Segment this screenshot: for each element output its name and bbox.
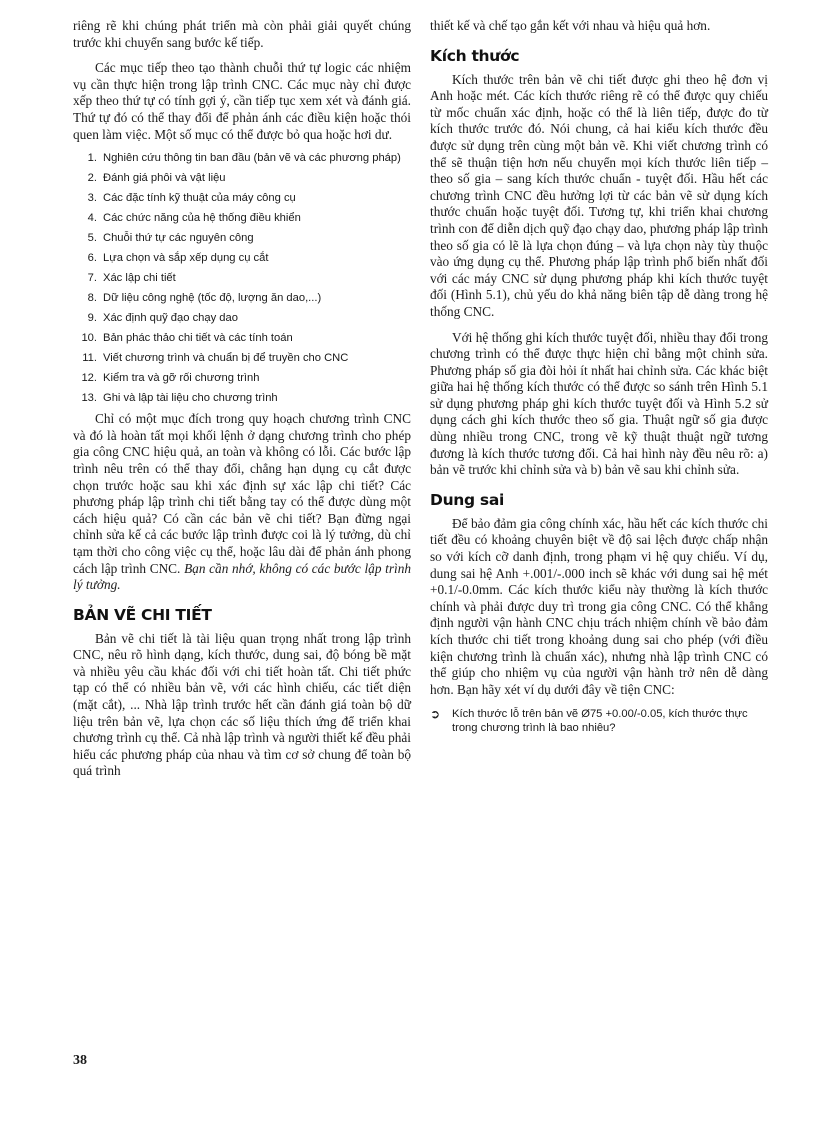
list-item-text: Xác lập chi tiết <box>103 272 176 285</box>
emphasis-text: Bạn cần nhớ, không có các bước lập trình lý tưởng. <box>73 560 411 593</box>
paragraph: Với hệ thống ghi kích thước tuyệt đối, nhiều thay đổi trong chương trình có thể được thực hiện chỉ bằng một chỉnh sửa. Phương pháp số gia đòi hỏi ít nhất hai chỉnh sửa. Các khác biệt giữa hai hệ thống kích thước có thể được so sánh trên Hình 5.1 sử dụng phương pháp ghi kích thước tuyệt đối và Hình 5.2 sử dụng cách ghi kích thước theo số gia. Thuật ngữ số gia được dùng nhiều trong CNC, trong vẽ kỹ thuật thuật ngữ tương đương là kích thước tương đối. Cả hai hình này đều nêu rõ: a) bản vẽ trước khi chỉnh sửa và b) bản vẽ sau khi chỉnh sửa. <box>430 329 768 478</box>
list-item-number: 3. <box>87 192 97 205</box>
list-item-number: 13. <box>81 392 97 405</box>
list-item-text: Lựa chọn và sắp xếp dụng cụ cắt <box>103 252 269 265</box>
list-item <box>73 231 411 245</box>
list-item-text: Xác định quỹ đạo chạy dao <box>103 312 238 325</box>
bullet-item <box>430 707 768 735</box>
right-column <box>430 18 768 735</box>
paragraph: Bản vẽ chi tiết là tài liệu quan trọng nhất trong lập trình CNC, nêu rõ hình dạng, kích thước, dung sai, độ bóng bề mặt và nhiều yêu cầu khác đối với chi tiết hoàn tất. Chi tiết phức tạp có thể có nhiều bản vẽ, với các hình chiếu, các tiết diện (mặt cắt), ... Nhà lập trình trước hết cần đánh giá toàn bộ dữ liệu trên bản vẽ, lựa chọn các số liệu thích ứng để triển khai chương trình cụ thể. Cả nhà lập trình và người thiết kế đều phải hiểu các phương pháp của nhau và tìm cơ sở chung để toàn bộ quá trình <box>73 630 411 779</box>
section-heading: Dung sai <box>430 490 505 509</box>
programming-steps-list <box>73 151 411 405</box>
list-item <box>73 391 411 405</box>
paragraph <box>73 411 411 594</box>
paragraph: Kích thước trên bản vẽ chi tiết được ghi theo hệ đơn vị Anh hoặc mét. Các kích thước riêng rẽ có thể được quy chiếu từ mốc chuẩn xác định, hoặc có thể là liên tiếp, được đo từ kích thước trước đó. Nói chung, cả hai kiểu kích thước đều được sử dụng trên cùng một bản vẽ. Khi viết chương trình có thể sẽ thuận tiện hơn nếu chuyển mọi kích thước liên tiếp – theo số gia – sang kích thước chuẩn - tuyệt đối. Hầu hết các chương trình CNC đều hưởng lợi từ các bản vẽ sử dụng kích thước chuẩn hoặc tuyệt đối. Tương tự, khi triển khai chương trình con để diễn dịch quỹ đạo chạy dao, phương pháp lập trình theo số gia có lẽ là lựa chọn đúng – và lựa chọn này tùy thuộc vào ứng dụng cụ thể. Phương pháp lập trình phổ biến nhất đối với các máy CNC sử dụng phương pháp khi kích thước tuyệt đối (Hình 5.1), chủ yếu do khả năng biên tập dễ dàng trong hệ thống CNC. <box>430 71 768 319</box>
list-item-text: Ghi và lập tài liệu cho chương trình <box>103 392 278 405</box>
list-item <box>73 371 411 385</box>
paragraph: riêng rẽ khi chúng phát triển mà còn phải giải quyết chúng trước khi chuyển sang bước kế tiếp. <box>73 18 411 50</box>
list-item-text: Các đặc tính kỹ thuật của máy công cụ <box>103 192 296 205</box>
list-item <box>73 331 411 345</box>
list-item <box>73 291 411 305</box>
list-item-number: 5. <box>87 232 97 245</box>
list-item-number: 2. <box>87 172 97 185</box>
list-item <box>73 171 411 185</box>
arrow-bullet-icon: ➲ <box>430 707 441 722</box>
list-item-number: 12. <box>81 372 97 385</box>
list-item <box>73 311 411 325</box>
left-column <box>73 18 411 780</box>
list-item-text: Bản phác thảo chi tiết và các tính toán <box>103 332 293 345</box>
list-item-text: Viết chương trình và chuẩn bị để truyền cho CNC <box>103 352 349 365</box>
paragraph: Các mục tiếp theo tạo thành chuỗi thứ tự logic các nhiệm vụ cần thực hiện trong lập trình CNC. Các mục này chỉ được xếp theo thứ tự có tính gợi ý, cần tiếp tục xem xét và đánh giá. Thứ tự đó có thể thay đổi để phản ánh các điều kiện hoặc thói quen làm việc. Một số mục có thể được bỏ qua hoặc hơi dư. <box>73 60 411 142</box>
list-item <box>73 251 411 265</box>
list-item <box>73 271 411 285</box>
list-item <box>73 151 411 165</box>
list-item-text: Dữ liệu công nghệ (tốc độ, lượng ăn dao,...) <box>103 292 322 305</box>
section-heading: Kích thước <box>430 46 520 65</box>
list-item <box>73 351 411 365</box>
list-item-text: Đánh giá phôi và vật liệu <box>103 172 226 185</box>
list-item-number: 6. <box>87 252 97 265</box>
page-number: 38 <box>73 1053 87 1068</box>
list-item-number: 1. <box>87 152 97 165</box>
list-item-number: 4. <box>87 212 97 225</box>
bullet-text: Kích thước lỗ trên bản vẽ Ø75 +0.00/-0.05, kích thước thực trong chương trình là bao nhiêu? <box>452 708 748 735</box>
paragraph: Để bảo đảm gia công chính xác, hầu hết các kích thước chi tiết đều có khoảng chuyên biệt về độ sai lệch được chấp nhận so với kích cỡ danh định, trong phạm vi hệ quy chiếu. Ví dụ, dung sai hệ Anh +.001/-.000 inch sẽ khác với dung sai hệ mét +0.1/-0.0mm. Các kích thước kiểu này thường là kích thước chính và phải được duy trì trong gia công CNC. Có thể khẳng định người vận hành CNC chịu trách nhiệm chính về bảo đảm kích thước chi tiết trong khoảng dung sai cho phép (với điều kiện chương trình là chuẩn xác), nhưng nhà lập trình CNC có thể giúp cho nhiệm vụ của người vận hành trở nên dễ dàng hơn. Bạn hãy xét ví dụ dưới đây về tiện CNC: <box>430 515 768 697</box>
list-item-number: 11. <box>82 352 97 365</box>
list-item-number: 10. <box>81 332 97 345</box>
list-item-text: Kiểm tra và gỡ rối chương trình <box>103 372 260 385</box>
list-item-text: Các chức năng của hệ thống điều khiển <box>103 212 301 225</box>
list-item-number: 8. <box>87 292 97 305</box>
section-heading: BẢN VẼ CHI TIẾT <box>73 605 212 624</box>
list-item <box>73 211 411 225</box>
list-item-text: Chuỗi thứ tự các nguyên công <box>103 232 254 245</box>
list-item <box>73 191 411 205</box>
list-item-text: Nghiên cứu thông tin ban đầu (bản vẽ và các phương pháp) <box>103 152 401 165</box>
list-item-number: 9. <box>87 312 97 325</box>
paragraph: thiết kế và chế tạo gắn kết với nhau và hiệu quả hơn. <box>430 18 711 33</box>
paragraph-text: Chỉ có một mục đích trong quy hoạch chương trình CNC và đó là hoàn tất mọi khối lệnh ở dạng chương trình cho phép gia công CNC hiệu quả, an toàn và không có lỗi. Các bước lập trình nêu trên có thể thay đổi, chẳng hạn dụng cụ cắt được chọn trước hoặc sau khi xác định sự xác lập chi tiết? Các phương pháp lập trình chi tiết bằng tay có thể được dùng một cách hiệu quả? Có cần các bản vẽ chi tiết? Bạn đừng ngại chỉnh sửa kế cả các bước lập trình được coi là lý tưởng, dù chỉ tạm thời cho công việc cụ thể, hoặc lâu dài để phản ánh phong cách lập trình CNC. <box>73 411 411 576</box>
list-item-number: 7. <box>87 272 97 285</box>
